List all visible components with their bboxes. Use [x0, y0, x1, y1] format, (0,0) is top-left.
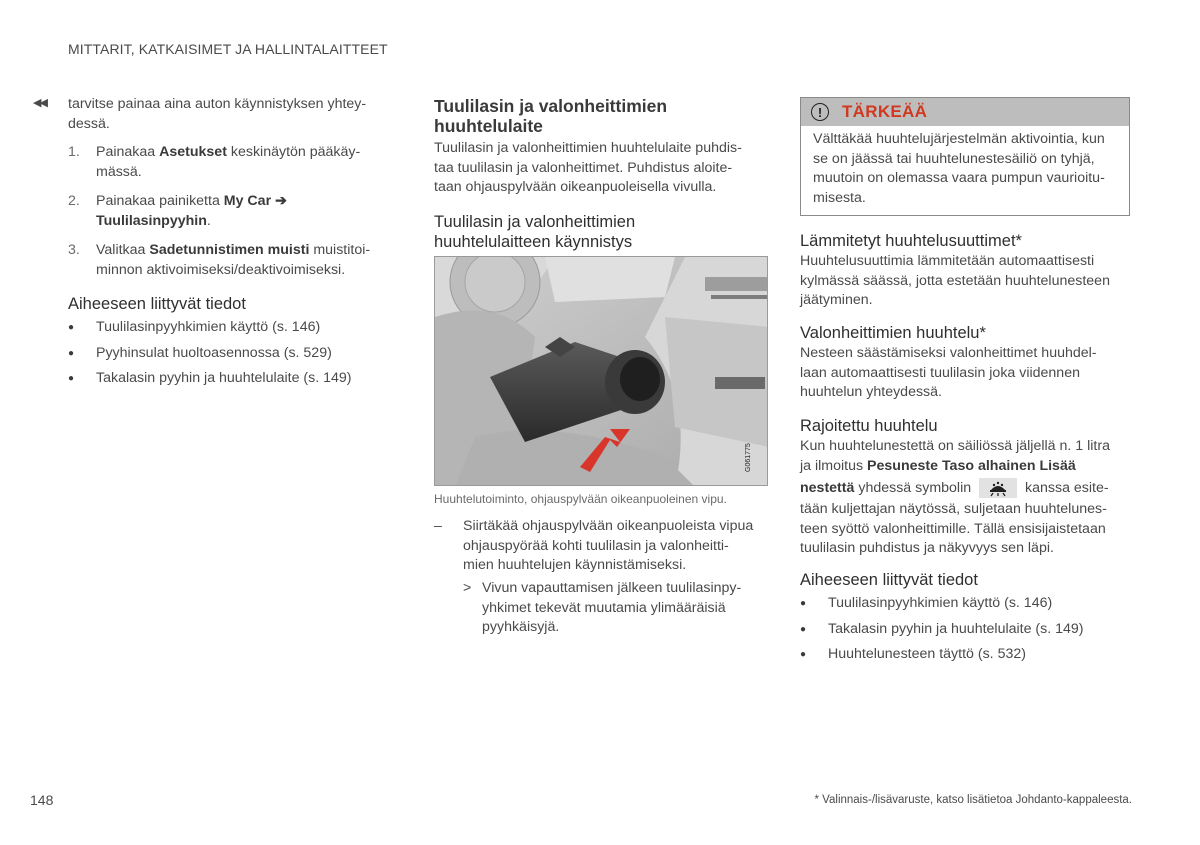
section-header: MITTARIT, KATKAISIMET JA HALLINTALAITTEET: [68, 41, 388, 57]
photo-caption: Huuhtelutoiminto, ohjauspylvään oikeanpuoleinen vipu.: [434, 492, 727, 506]
washer-fluid-icon: [979, 478, 1017, 498]
warning-text: Välttäkää huuhtelujärjestelmän aktivointia, kun se on jäässä tai huuhtelunestesäiliö on tyhjä, muutoin on olemassa vaara pumpun vaurioitu- misesta.: [813, 131, 1105, 206]
lever-photo: [434, 256, 768, 486]
intro-text: tarvitse painaa aina auton käynnistyksen yhtey- dessä.: [68, 96, 367, 132]
related-link[interactable]: ● Tuulilasinpyyhkimien käyttö (s. 146): [800, 595, 1053, 611]
related-title-2: Aiheeseen liittyvät tiedot: [800, 571, 978, 589]
heated-text: Huuhtelusuuttimia lämmitetään automaattisesti kylmässä säässä, jotta estetään huuhtelunesteen jäätyminen.: [800, 253, 1110, 308]
step-1: 1. Painakaa Asetukset keskinäytön pääkäy- mässä.: [68, 144, 361, 180]
related-link[interactable]: ● Huuhtelunesteen täyttö (s. 532): [800, 646, 1026, 662]
action-step: – Siirtäkää ohjauspylvään oikeanpuoleista vipua ohjauspyörää kohti tuulilasin ja valonheitti- mien huuhtelujen käynnistämiseksi.: [434, 518, 754, 573]
heated-title: Lämmitetyt huuhtelusuuttimet*: [800, 232, 1022, 250]
photo-code: G061775: [745, 443, 752, 472]
step-3: 3. Valitkaa Sadetunnistimen muisti muistitoi- minnon aktivoimiseksi/deaktivoimiseksi.: [68, 242, 371, 278]
action-result: > Vivun vapauttamisen jälkeen tuulilasinpy- yhkimet tekevät muutamia ylimääräisiä pyyhkäisyjä.: [463, 580, 742, 635]
section-title: Tuulilasin ja valonheittimien huuhtelulaite: [434, 96, 668, 136]
limited-title: Rajoitettu huuhtelu: [800, 417, 938, 435]
footnote: * Valinnais-/lisävaruste, katso lisätietoa Johdanto-kappaleesta.: [814, 794, 1132, 806]
related-list-1: [68, 315, 398, 392]
continue-icon: ◀◀: [33, 97, 46, 109]
warning-title: TÄRKEÄÄ: [842, 102, 928, 121]
intro-paragraph: Tuulilasin ja valonheittimien huuhtelulaite puhdis- taa tuulilasin ja valonheittimet. Puhdistus aloite- taan ohjauspylvään oikeanpuoleisella vivulla.: [434, 140, 742, 195]
related-list-2: [800, 591, 1132, 668]
related-title-1: Aiheeseen liittyvät tiedot: [68, 295, 246, 313]
page-number: 148: [30, 792, 54, 808]
related-link[interactable]: ● Pyyhinsulat huoltoasennossa (s. 529): [68, 344, 332, 361]
step-2: 2. Painakaa painiketta My Car ➔ Tuulilasinpyyhin.: [68, 193, 287, 229]
related-link[interactable]: ● Takalasin pyyhin ja huuhtelulaite (s. 149): [800, 620, 1084, 637]
headlamp-title: Valonheittimien huuhtelu*: [800, 324, 986, 342]
warning-box: [800, 97, 1130, 216]
steps-list: [68, 143, 398, 280]
arrow-right-icon: ➔: [275, 193, 287, 209]
related-link[interactable]: ● Tuulilasinpyyhkimien käyttö (s. 146): [68, 319, 321, 335]
headlamp-text: Nesteen säästämiseksi valonheittimet huuhdel- laan automaattisesti tuulilasin joka viidennen huuhtelun yhteydessä.: [800, 345, 1097, 400]
related-link[interactable]: ● Takalasin pyyhin ja huuhtelulaite (s. 149): [68, 370, 352, 386]
limited-text: Kun huuhtelunestettä on säiliössä jäljellä n. 1 litra ja ilmoitus Pesuneste Taso alhainen Lisää nestettä yhdessä symbolin kanssa esite- tään kuljettajan näytössä, suljetaan huuhtelunes- teen syöttö valonheittimille. Tällä ensisijaistetaan tuulilasin puhdistus ja näkyvyys sen läpi.: [800, 438, 1110, 556]
steering-lever-illustration: [435, 257, 768, 486]
subsection-title: Tuulilasin ja valonheittimien huuhtelulaitteen käynnistys: [434, 213, 636, 251]
warning-header: [801, 98, 1129, 126]
exclamation-icon: !: [811, 103, 829, 121]
